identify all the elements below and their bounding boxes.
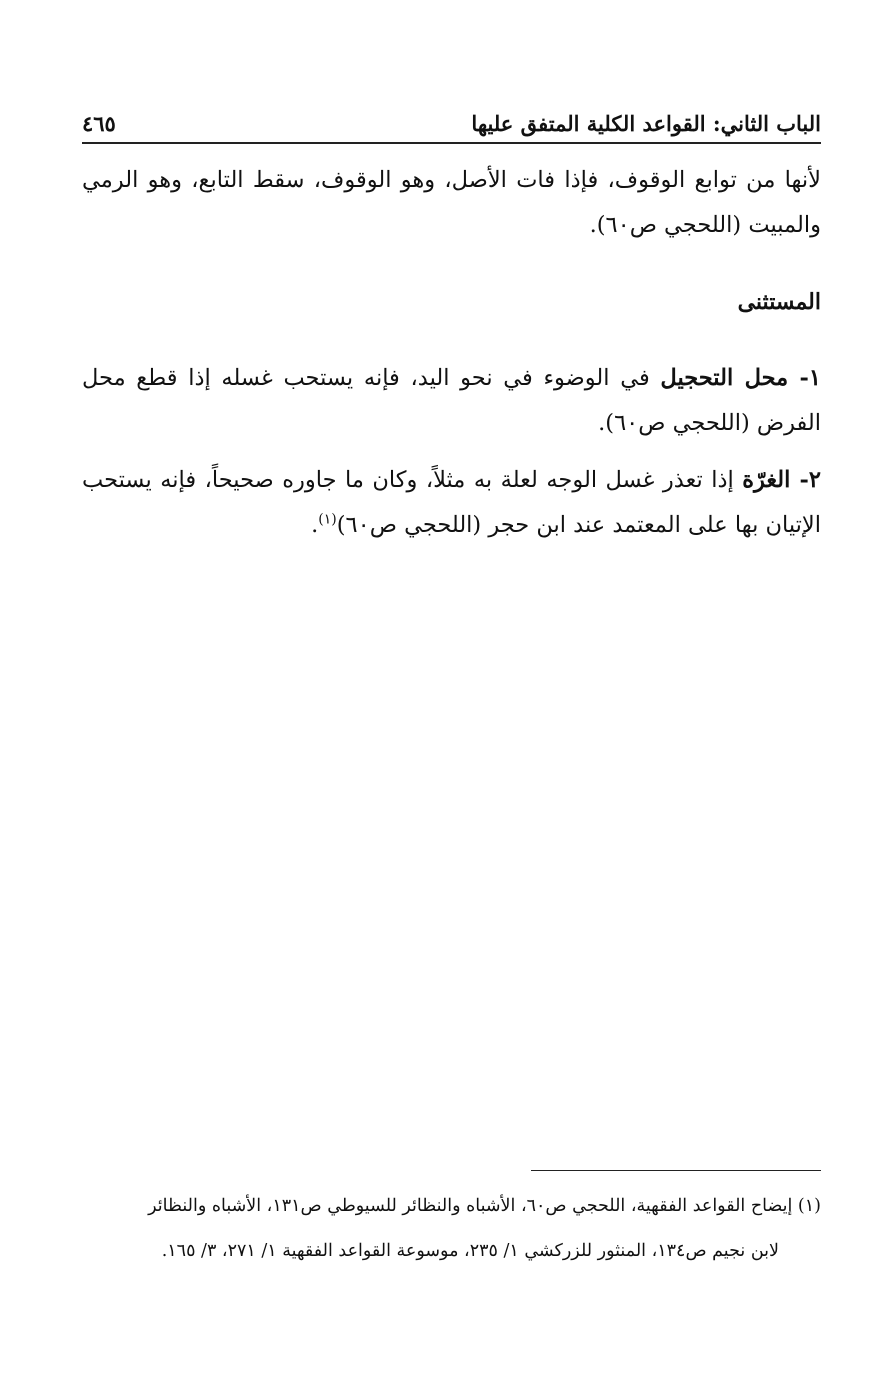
list-item (82, 356, 821, 446)
footnote-line: لابن نجيم ص١٣٤، المنثور للزركشي ١/ ٢٣٥، موسوعة القواعد الفقهية ١/ ٢٧١، ٣/ ١٦٥. (161, 1241, 779, 1261)
running-header (82, 100, 821, 136)
item-number: ٢- (790, 467, 821, 493)
main-text (82, 158, 821, 560)
section-heading: المستثنى (737, 289, 821, 315)
chapter-title: الباب الثاني: القواعد الكلية المتفق عليها (471, 111, 821, 136)
list-item (82, 458, 821, 548)
paragraph: لأنها من توابع الوقوف، فإذا فات الأصل، وهو الوقوف، سقط التابع، وهو الرمي والمبيت (اللحجي ص٦٠). (82, 167, 821, 238)
item-number: ١- (788, 365, 821, 391)
footnote-reference: (١) (318, 511, 337, 528)
footnote-line: (١) إيضاح القواعد الفقهية، اللحجي ص٦٠، الأشباه والنظائر للسيوطي ص١٣١، الأشباه والنظائر (148, 1196, 821, 1216)
footnotes (82, 1184, 821, 1274)
item-lead-term: محل التحجيل (660, 365, 789, 391)
footnote-divider (531, 1170, 821, 1171)
item-lead-term: الغرّة (742, 467, 791, 493)
item-text: إذا تعذر غسل الوجه لعلة به مثلاً، وكان ما جاوره صحيحاً، فإنه يستحب الإتيان بها على المعتمد عند ابن حجر (اللحجي ص٦٠) (82, 467, 821, 538)
item-text: في الوضوء في نحو اليد، فإنه يستحب غسله إذا قطع محل الفرض (اللحجي ص٦٠). (82, 365, 821, 436)
page-number: ٤٦٥ (82, 111, 116, 136)
header-divider (82, 142, 821, 144)
item-end-punctuation: . (311, 512, 319, 538)
